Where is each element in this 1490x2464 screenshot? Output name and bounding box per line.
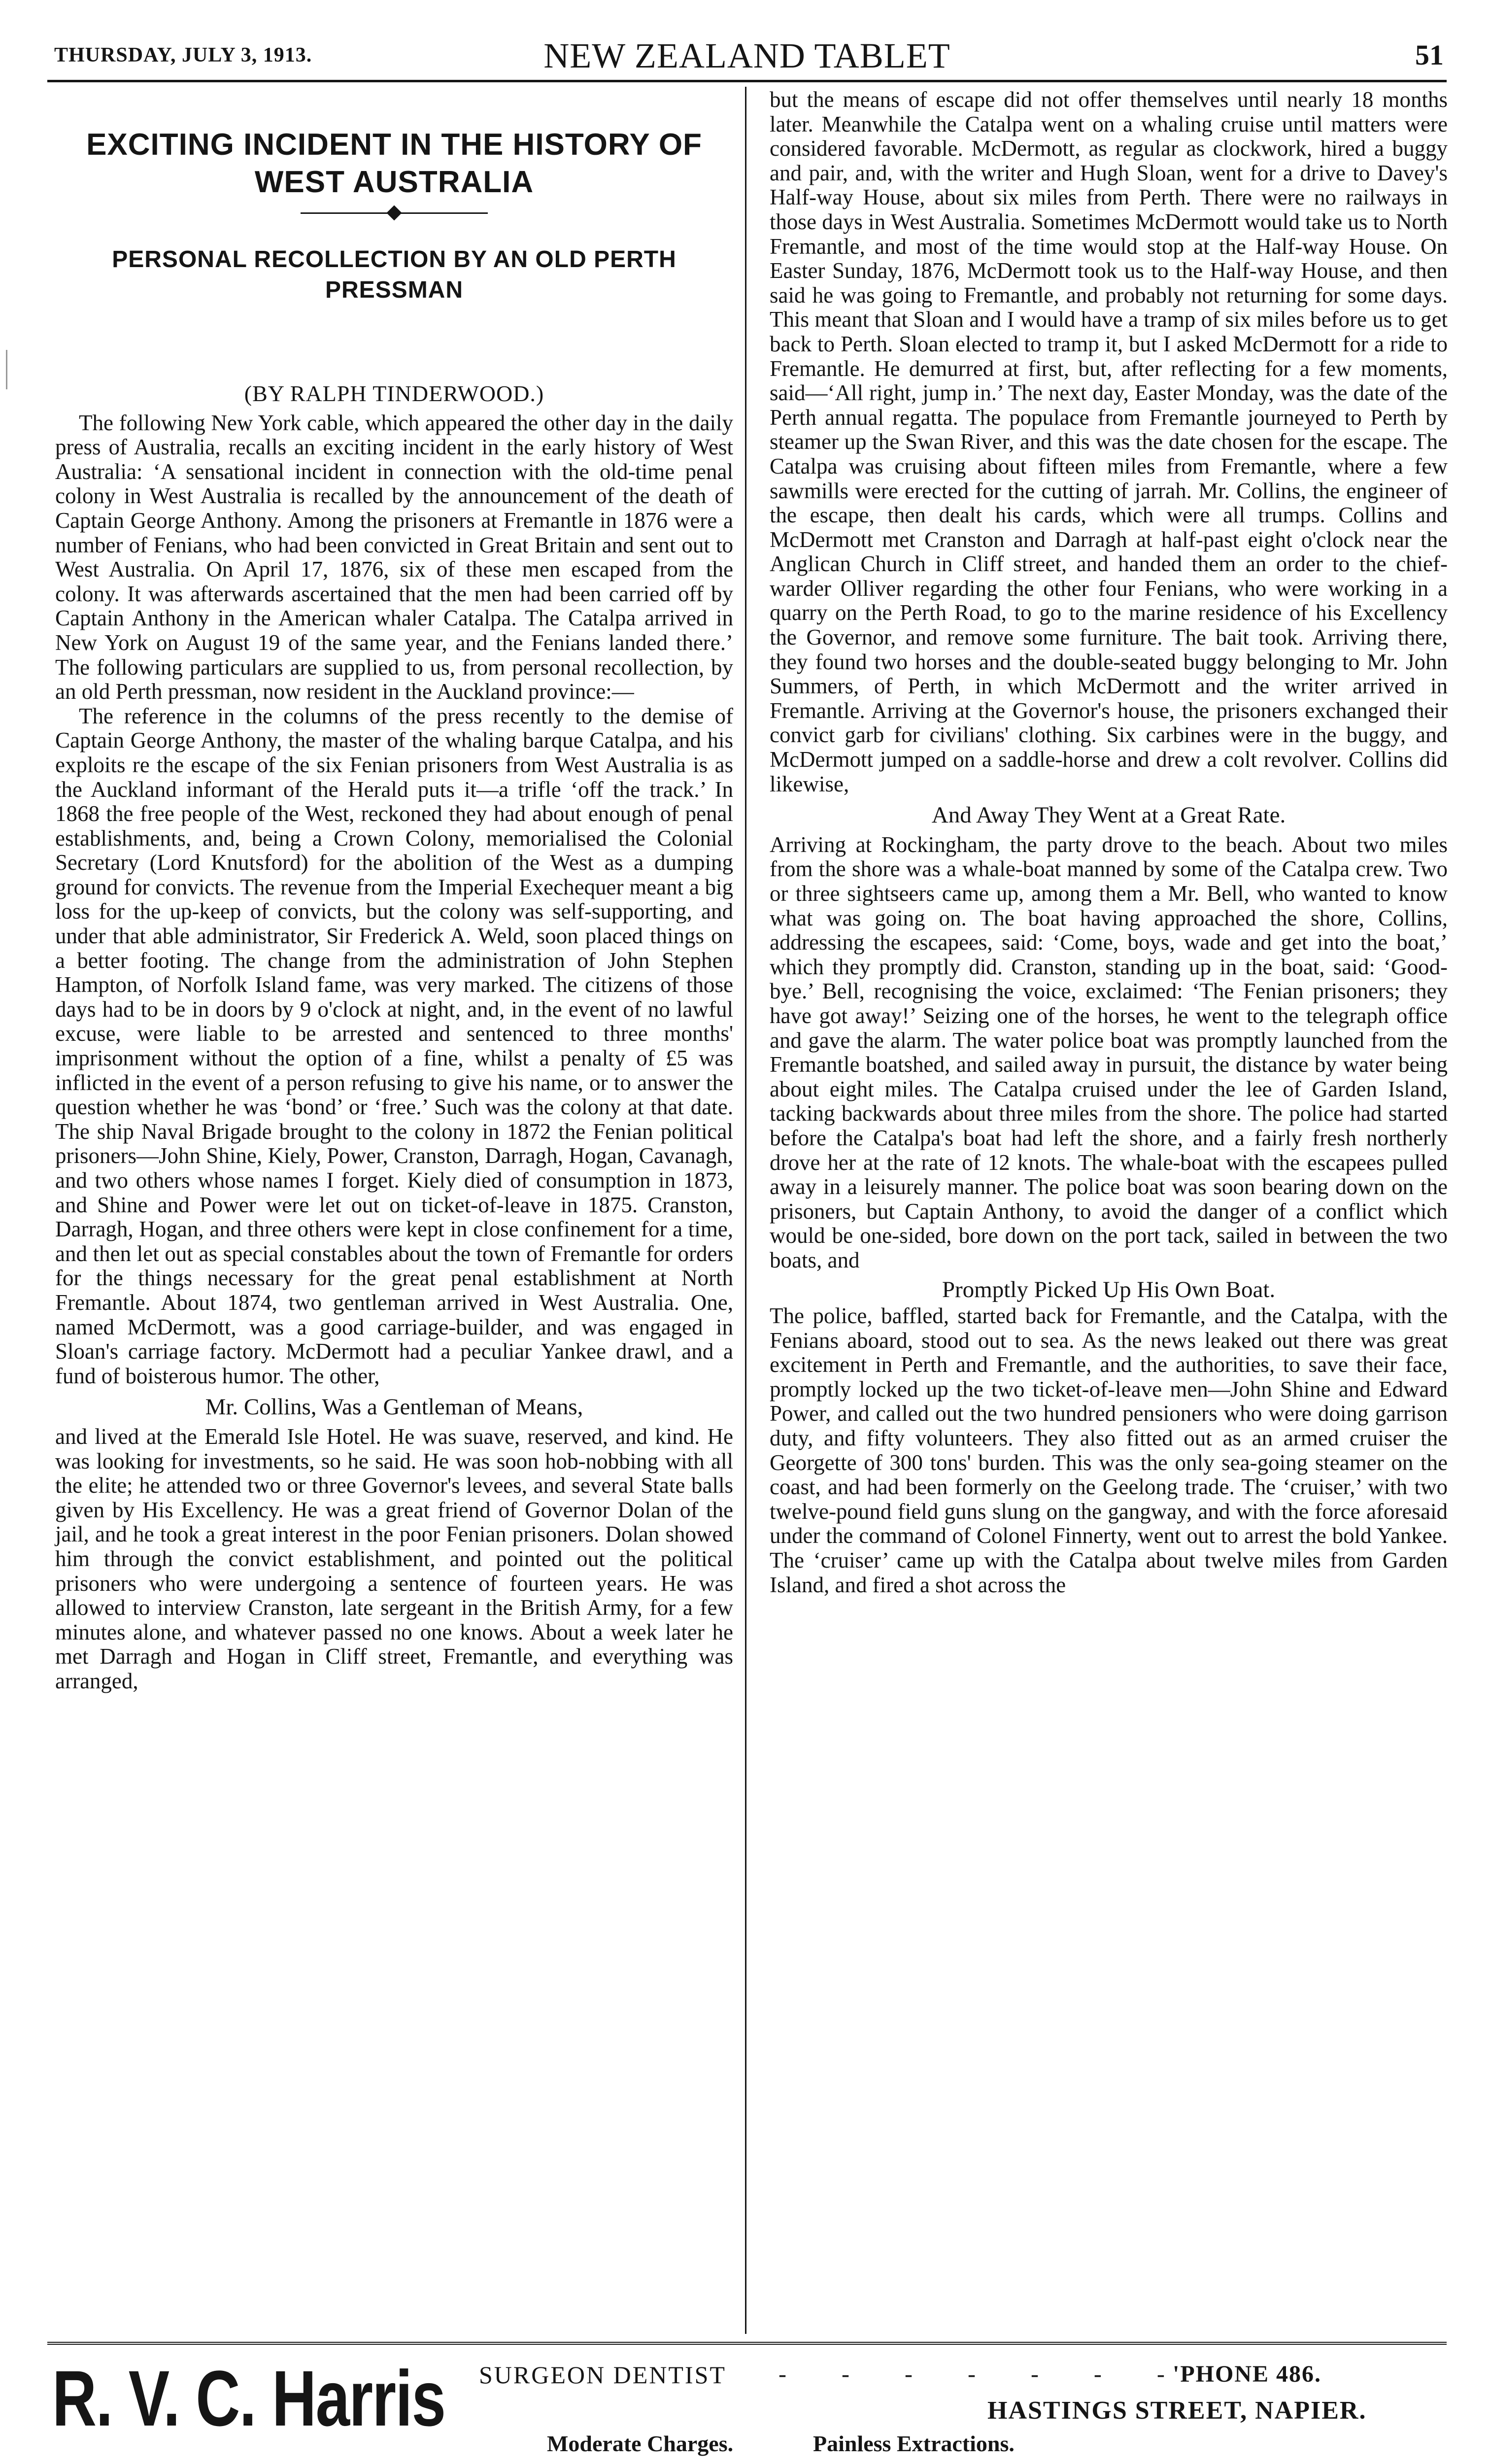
page-header [47,33,1447,82]
article-column-left [55,88,733,1693]
article-column-right [770,88,1448,1597]
article-subheadline: PERSONAL RECOLLECTION BY AN OLD PERTH PRESSMAN [112,246,677,303]
paragraph: and lived at the Emerald Isle Hotel. He was suave, reserved, and kind. He was looking for investments, so he said. He was soon hob-nobbing with all the elite; he attended two or three Governor's levees, and several State balls given by His Excellency. He was a great friend of Governor Dolan of the jail, and he took a great interest in the poor Fenian prisoners. Dolan showed him through the convict establishment, and pointed out the political prisoners who were undergoing a sentence of fourteen years. He was allowed to interview Cranston, late sergeant in the British Army, for a few minutes alone, and whatever passed no one knows. About a week later he met Darragh and Hogan in Cliff street, Fremantle, and everything was arranged, [55,1424,733,1693]
section-heading: Mr. Collins, Was a Gentleman of Means, [205,1394,583,1420]
margin-mark [6,350,7,389]
advertiser-charges: Moderate Charges. [547,2431,734,2456]
advertiser-extractions: Painless Extractions. [813,2431,1015,2456]
article-headline: EXCITING INCIDENT IN THE HISTORY OF WEST AUSTRALIA [86,128,702,199]
paragraph: The police, baffled, started back for Fremantle, and the Catalpa, with the Fenians aboard, stood out to sea. As the news leaked out there was great excitement in Perth and Fremantle, and the authorities, to save their face, promptly locked up the two ticket-of-leave men—John Shine and Edward Power, and called out the two hundred pensioners who were doing garrison duty, and fifty volunteers. They also fitted out as an armed cruiser the Georgette of 300 tons' burden. This was the only sea-going steamer on the coast, and had been formerly on the Geelong trade. The ‘cruiser,’ with two twelve-pound field guns slung on the gangway, and with the force aforesaid under the command of Colonel Finnerty, went out to arrest the bold Yankee. The ‘cruiser’ came up with the Catalpa about twelve miles from Garden Island, and fired a shot across the [770,1303,1448,1597]
footer-rule [47,2342,1447,2345]
masthead: NEW ZEALAND TABLET [543,36,950,75]
issue-date: THURSDAY, JULY 3, 1913. [54,44,312,67]
diamond-rule [301,203,488,223]
leader-dashes: - - - - - - - [779,2361,1189,2387]
paragraph: but the means of escape did not offer themselves until nearly 18 months later. Meanwhile the Catalpa went on a whaling cruise until matters were considered favorable. McDermott, as regular as clockwork, hired a buggy and pair, and, with the writer and Hugh Sloan, went for a drive to Davey's Half-way House, about six miles from Perth. There were no railways in those days in West Australia. Sometimes McDermott would take us to North Fremantle, and most of the time would stop at the Half-way House. On Easter Sunday, 1876, McDermott took us to the Half-way House, and then said he was going to Fremantle, and probably not returning for some days. This meant that Sloan and I would have a tramp of six miles before us to get back to Perth. Sloan elected to tramp it, but I asked McDermott for a ride to Fremantle. He demurred at first, but, after reflecting for a few moments, said—‘All right, jump in.’ The next day, Easter Monday, was the date of the Perth annual regatta. The populace from Fremantle journeyed to Perth by steamer up the Swan River, and this was the date chosen for the escape. The Catalpa was cruising about fifteen miles from Fremantle, where a few sawmills were erected for the cutting of jarrah. Mr. Collins, the engineer of the escape, then dealt his cards, which were all trumps. Collins and McDermott met Cranston and Darragh at half-past eight o'clock near the Anglican Church in Cliff street, and handed them an order to the chief-warder Olliver regarding the other four Fenians, who were working in a quarry on the Perth Road, to go to the marine residence of his Excellency the Governor, and remove some furniture. The bait took. Arriving there, they found two horses and the double-seated buggy belonging to Mr. John Summers, of Perth, in which McDermott and the writer arrived in Fremantle. Arriving at the Governor's house, the prisoners exchanged their convict garb for civilians' clothing. Six carbines were in the buggy, and McDermott jumped on a saddle-horse and drew a colt revolver. Collins did likewise, [770,87,1448,796]
advertiser-name: R. V. C. Harris [52,2354,445,2442]
section-heading: And Away They Went at a Great Rate. [931,802,1286,828]
advertiser-address: HASTINGS STREET, NAPIER. [987,2396,1367,2425]
paragraph: Arriving at Rockingham, the party drove to the beach. About two miles from the shore was a whale-boat manned by some of the Catalpa crew. Two or three sightseers came up, among them a Mr. Bell, who wanted to know what was going on. The boat having approached the shore, Collins, addressing the escapees, said: ‘Come, boys, wade and get into the boat,’ which they promptly did. Cranston, standing up in the boat, said: ‘Good-bye.’ Bell, recognising the voice, exclaimed: ‘The Fenian prisoners; they have got away!’ Seizing one of the horses, he went to the telegraph office and gave the alarm. The water police boat was promptly launched from the Fremantle boatshed, and sailed away in pursuit, the distance by water being about eight miles. The Catalpa cruised under the lee of Garden Island, tacking backwards about three miles from the shore. The police had started before the Catalpa's boat had left the shore, and a fairly fresh northerly drove her at the rate of 12 knots. The whale-boat with the escapees pulled away in a leisurely manner. The police boat was soon bearing down on the prisoners, but Captain Anthony, to avoid the danger of a conflict which would be one-sided, bore down on the port tack, sailed in between the two boats, and [770,832,1448,1272]
section-heading: Promptly Picked Up His Own Boat. [942,1276,1276,1302]
page-number: 51 [1415,39,1444,71]
paragraph: The following New York cable, which appeared the other day in the daily press of Australia, recalls an exciting incident in the early history of West Australia: ‘A sensational incident in connection with the old-time penal colony in West Australia is recalled by the announcement of the death of Captain George Anthony. Among the prisoners at Fremantle in 1876 were a number of Fenians, who had been convicted in Great Britain and sent out to West Australia. On April 17, 1876, six of these men escaped from the colony. It was afterwards ascertained that the men had been carried off by Captain Anthony in the American whaler Catalpa. The Catalpa arrived in New York on August 19 of the same year, and the Fenians landed there.’ The following particulars are supplied to us, from personal recollection, by an old Perth pressman, now resident in the Auckland province:— [55,410,733,704]
advertiser-profession: SURGEON DENTIST [479,2361,726,2389]
column-divider [745,87,746,2334]
paragraph: The reference in the columns of the press recently to the demise of Captain George Anthony, the master of the whaling barque Catalpa, and his exploits re the escape of the six Fenian prisoners from West Australia is as the Auckland informant of the Herald puts it—a trifle ‘off the track.’ In 1868 the free people of the West, reckoned they had about enough of penal establishments, and, being a Crown Colony, memorialised the Colonial Secretary (Lord Knutsford) for the abolition of the West as a dumping ground for convicts. The revenue from the Imperial Exechequer meant a big loss for the up-keep of convicts, but the colony was self-supporting, and under that able administrator, Sir Frederick A. Weld, soon placed things on a better footing. The change from the administration of John Stephen Hampton, of Norfolk Island fame, was very marked. The citizens of those days had to be in doors by 9 o'clock at night, and, in the event of no lawful excuse, were liable to be arrested and sentenced to three months' imprisonment without the option of a fine, whilst a penalty of £5 was inflicted in the event of a person refusing to give his name, or to answer the question whether he was ‘bond’ or ‘free.’ Such was the colony at that date. The ship Naval Brigade brought to the colony in 1872 the Fenian political prisoners—John Shine, Kiely, Power, Cranston, Darragh, Hogan, Cavanagh, and two others whose names I forget. Kiely died of consumption in 1873, and Shine and Power were let out on ticket-of-leave in 1875. Cranston, Darragh, Hogan, and three others were kept in close confinement for a time, and then let out as special constables about the town of Fremantle for orders for the things necessary for the great penal establishment at North Fremantle. About 1874, two gentleman arrived in West Australia. One, named McDermott, was a good carriage-builder, and was engaged in Sloan's carriage factory. McDermott had a peculiar Yankee drawl, and a fund of boisterous humor. The other, [55,703,733,1388]
advertiser-phone: 'PHONE 486. [1173,2361,1322,2387]
article-byline: (BY RALPH TINDERWOOD.) [244,381,544,406]
